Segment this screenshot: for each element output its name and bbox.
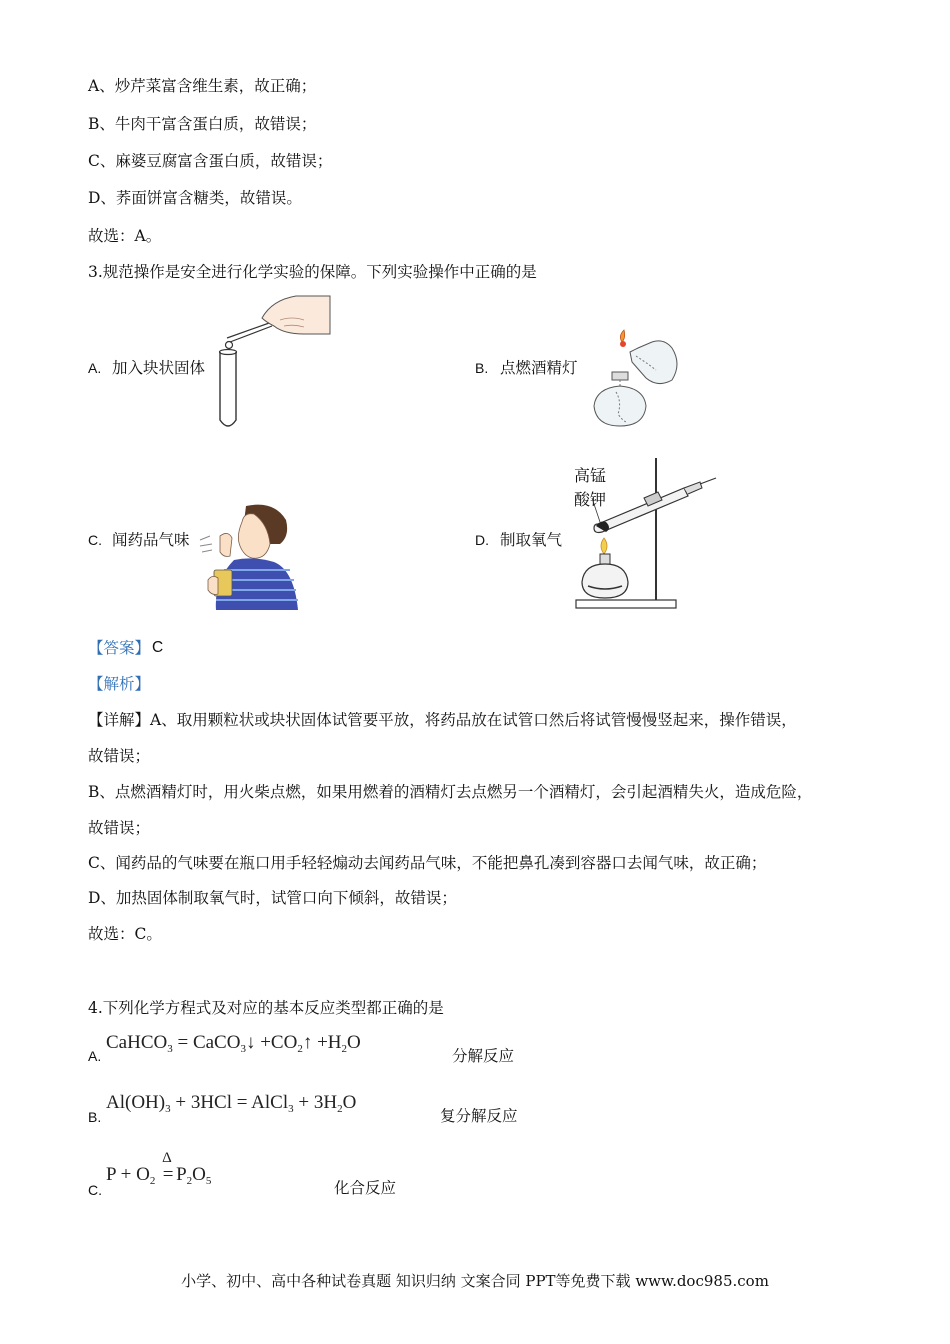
q4-option-b-equation: $Al(OH)_3 + 3HCl$ = AlCl$_3$ + $3H_2O$ — [106, 1092, 357, 1115]
alcohol-lamp-figure — [582, 322, 692, 434]
oxygen-apparatus-figure — [570, 458, 720, 613]
smelling-student-figure — [194, 500, 299, 612]
answer-value: C — [152, 639, 164, 656]
q3-option-b-text: 点燃酒精灯 — [500, 359, 578, 377]
q4-option-a-type: 分解反应 — [452, 1047, 515, 1065]
q4-option-a-equation: CaHCO$_3$ = CaCO$_3$↓ $+CO_2↑ +H_2O$ — [106, 1032, 361, 1055]
page-footer: 小学、初中、高中各种试卷真题 知识归纳 文案合同 PPT等免费下载 www.doc985.com — [181, 1272, 769, 1290]
test-tube-figure — [200, 290, 335, 435]
prev-answer-line-a: A、炒芹菜富含维生素，故正确； — [88, 77, 317, 95]
answer-tag: 【答案】 — [88, 639, 151, 657]
q4-option-c-equation: $P + O_2$ Δ = $P_2O_5$ — [106, 1150, 212, 1187]
analysis-tag: 【解析】 — [88, 675, 151, 693]
q3-option-c-letter: C. — [88, 532, 102, 548]
explanation-b: B、点燃酒精灯时，用火柴点燃，如果用燃着的酒精灯去点燃另一个酒精灯，会引起酒精失火，造成危险， — [88, 783, 813, 801]
explanation-choice: 故选：C。 — [88, 925, 162, 943]
q3-stem: 3.规范操作是安全进行化学实验的保障。下列实验操作中正确的是 — [88, 263, 537, 281]
q3-option-c-text: 闻药品气味 — [112, 531, 190, 549]
apparatus-label-line2: 酸钾 — [574, 490, 607, 509]
detail-tag: 【详解】 — [88, 711, 151, 729]
apparatus-drawing — [570, 458, 720, 613]
explanation-line-1 — [88, 710, 797, 730]
heat-equals-sign: Δ = — [162, 1150, 174, 1185]
prev-answer-line-b: B、牛肉干富含蛋白质，故错误； — [88, 115, 317, 133]
q3-option-d-letter: D. — [475, 532, 489, 548]
prev-answer-choice: 故选：A。 — [88, 227, 162, 245]
prev-answer-line-c: C、麻婆豆腐富含蛋白质，故错误； — [88, 152, 333, 170]
explanation-c: C、闻药品的气味要在瓶口用手轻轻煽动去闻药品气味，不能把鼻孔凑到容器口去闻气味，故正确； — [88, 854, 767, 872]
q3-option-a-letter: A. — [88, 360, 102, 376]
explanation-d: D、加热固体制取氧气时，试管口向下倾斜，故错误； — [88, 889, 457, 907]
q4-stem: 4.下列化学方程式及对应的基本反应类型都正确的是 — [88, 999, 444, 1017]
explanation-b-cont: 故错误； — [88, 819, 151, 837]
q3-option-a-text: 加入块状固体 — [112, 359, 206, 377]
q3-option-d-text: 制取氧气 — [500, 531, 563, 549]
q4-option-b-type: 复分解反应 — [440, 1107, 518, 1125]
q4-option-c-letter: C. — [88, 1182, 102, 1198]
q4-option-a-letter: A. — [88, 1048, 102, 1064]
explanation-a: A、取用颗粒状或块状固体试管要平放，将药品放在试管口然后将试管慢慢竖起来，操作错误， — [150, 711, 797, 729]
q4-option-b-letter: B. — [88, 1109, 102, 1125]
q3-option-b-letter: B. — [475, 360, 489, 376]
explanation-a-cont: 故错误； — [88, 747, 151, 765]
prev-answer-line-d: D、荞面饼富含糖类，故错误。 — [88, 189, 302, 207]
apparatus-label-line1: 高锰 — [574, 466, 607, 485]
q4-option-c-type: 化合反应 — [334, 1179, 397, 1197]
